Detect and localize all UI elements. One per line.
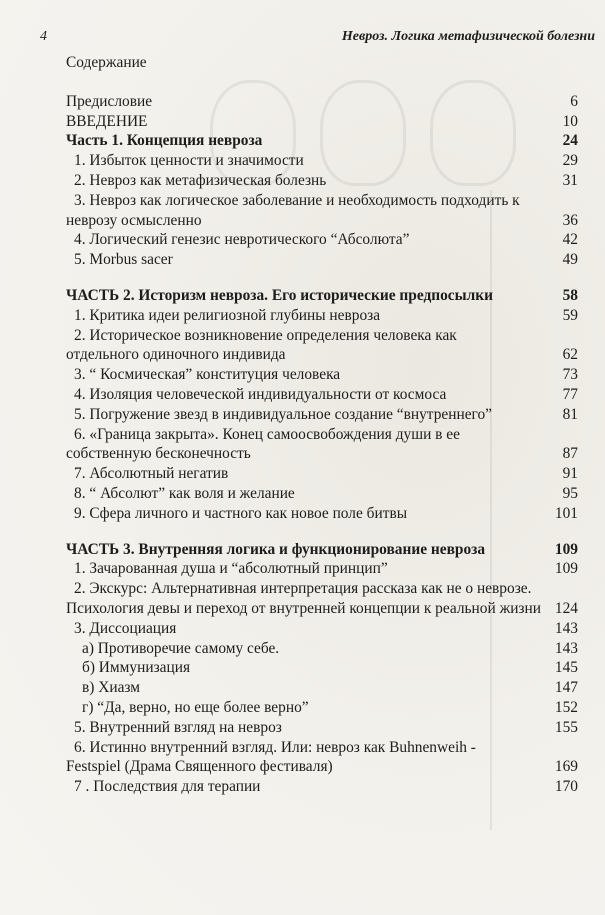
toc-page: 124 — [554, 599, 578, 617]
toc-entry[interactable]: 3. Невроз как логическое заболевание и необходимость подходить к неврозу осмысленно 36 — [66, 191, 578, 229]
toc-entry[interactable]: б) Иммунизация 145 — [82, 659, 578, 677]
toc-entry[interactable]: 1. Зачарованная душа и “абсолютный принцип” 109 — [74, 560, 578, 578]
toc-page: 29 — [562, 152, 578, 170]
toc-entry[interactable]: 8. “ Абсолют” как воля и желание 95 — [74, 484, 578, 502]
toc-page: 10 — [562, 112, 578, 130]
toc-page: 24 — [562, 132, 578, 150]
table-of-contents — [66, 53, 578, 797]
toc-page: 49 — [562, 251, 578, 269]
toc-entry[interactable]: 5. Morbus sacer 49 — [74, 251, 578, 269]
toc-page: 169 — [554, 758, 578, 776]
toc-page: 109 — [554, 560, 578, 578]
toc-entry[interactable]: 2. Невроз как метафизическая болезнь 31 — [74, 171, 578, 189]
toc-page: 170 — [554, 778, 578, 796]
toc-entry[interactable]: 4. Изоляция человеческой индивидуальности от космоса 77 — [74, 385, 578, 403]
toc-page: 42 — [562, 231, 578, 249]
toc-page: 109 — [554, 540, 578, 558]
toc-entry[interactable]: 6. Истинно внутренний взгляд. Или: невроз как Buhnenweih - Festspiel (Драма Священного фестиваля) 169 — [66, 738, 578, 776]
toc-entry[interactable]: 3. “ Космическая” конституция человека 73 — [74, 366, 578, 384]
toc-page: 152 — [554, 698, 578, 716]
toc-page: 81 — [562, 405, 578, 423]
toc-page: 62 — [562, 346, 578, 364]
toc-page: 77 — [562, 385, 578, 403]
toc-part[interactable]: ЧАСТЬ 3. Внутренняя логика и функционирование невроза 109 — [66, 540, 578, 558]
toc-page: 145 — [554, 659, 578, 677]
toc-entry[interactable]: в) Хиазм 147 — [82, 679, 578, 697]
toc-entry[interactable]: ВВЕДЕНИЕ 10 — [66, 112, 578, 130]
toc-page: 6 — [570, 92, 578, 110]
toc-part[interactable]: ЧАСТЬ 2. Историзм невроза. Его исторические предпосылки 58 — [66, 286, 578, 304]
toc-page: 101 — [554, 504, 578, 522]
toc-entry[interactable]: 9. Сфера личного и частного как новое поле битвы 101 — [74, 504, 578, 522]
toc-page: 31 — [562, 171, 578, 189]
toc-page: 143 — [554, 639, 578, 657]
toc-heading: Содержание — [66, 54, 147, 71]
toc-entry[interactable]: 5. Внутренний взгляд на невроз 155 — [74, 718, 578, 736]
toc-entry[interactable]: 6. «Граница закрыта». Конец самоосвобождения души в ее собственную бесконечность 87 — [66, 425, 578, 463]
toc-part[interactable]: Часть 1. Концепция невроза 24 — [66, 132, 578, 150]
toc-page: 58 — [562, 286, 578, 304]
toc-page: 143 — [554, 619, 578, 637]
toc-page: 36 — [562, 211, 578, 229]
toc-page: 91 — [562, 465, 578, 483]
toc-entry[interactable]: 5. Погружение звезд в индивидуальное создание “внутреннего” 81 — [74, 405, 578, 423]
toc-entry[interactable]: 4. Логический генезис невротического “Абсолюта” 42 — [74, 231, 578, 249]
toc-page: 155 — [554, 718, 578, 736]
toc-entry[interactable]: г) “Да, верно, но еще более верно” 152 — [82, 698, 578, 716]
toc-entry[interactable]: Предисловие 6 — [66, 92, 578, 110]
toc-entry[interactable]: 3. Диссоциация 143 — [74, 619, 578, 637]
toc-entry[interactable]: а) Противоречие самому себе. 143 — [82, 639, 578, 657]
toc-entry[interactable]: 7. Абсолютный негатив 91 — [74, 465, 578, 483]
toc-page: 147 — [554, 679, 578, 697]
toc-entry[interactable]: 2. Экскурс: Альтернативная интерпретация рассказа как не о неврозе. Психология девы и переход от внутренней концепции к реальной жизни 124 — [66, 580, 578, 617]
toc-entry[interactable]: 1. Критика идеи религиозной глубины невроза 59 — [74, 306, 578, 324]
toc-page: 59 — [562, 306, 578, 324]
toc-entry[interactable]: 7 . Последствия для терапии 170 — [74, 778, 578, 796]
toc-entry[interactable]: 1. Избыток ценности и значимости 29 — [74, 152, 578, 170]
page-number: 4 — [40, 29, 47, 44]
toc-page: 87 — [562, 445, 578, 463]
running-title: Невроз. Логика метафизической болезни — [341, 29, 595, 44]
toc-page: 73 — [562, 366, 578, 384]
toc-page: 95 — [562, 484, 578, 502]
toc-entry[interactable]: 2. Историческое возникновение определения человека как отдельного одиночного индивида 62 — [66, 326, 578, 364]
